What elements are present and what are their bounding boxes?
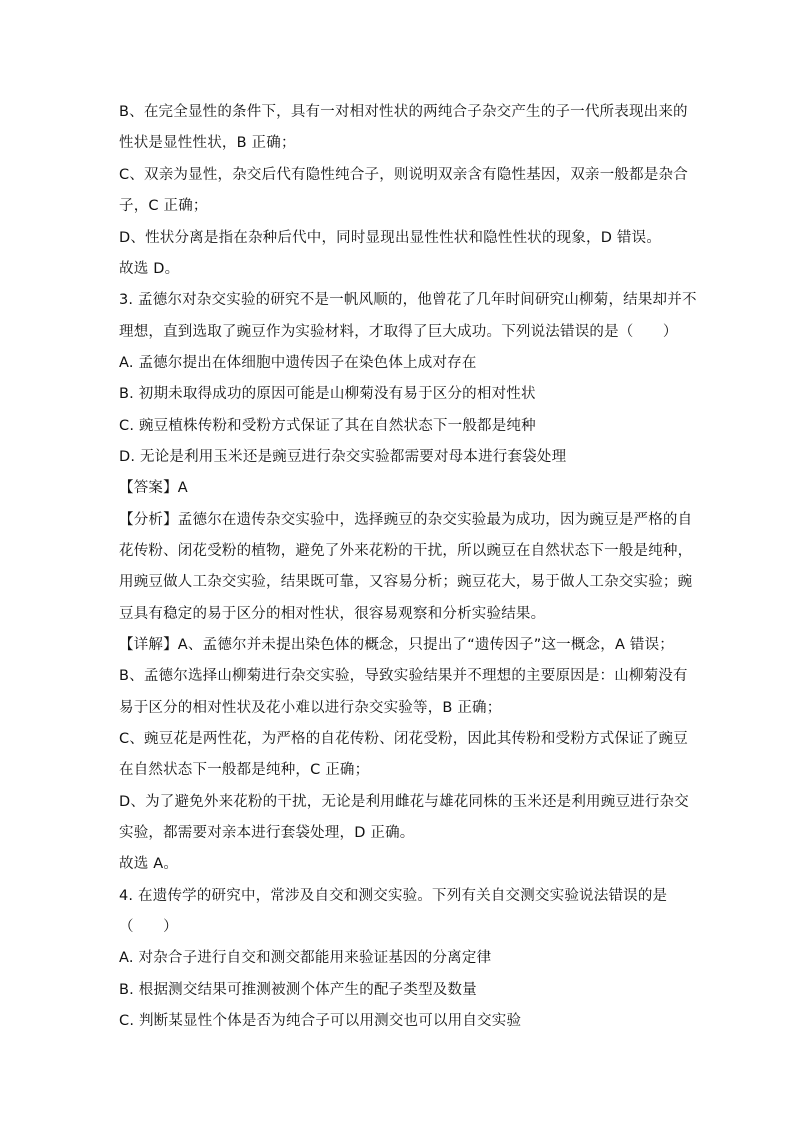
question-3-stem: 理想，直到选取了豌豆作为实验材料，才取得了巨大成功。下列说法错误的是（ ） bbox=[119, 324, 678, 340]
question-3-option-b: B. 初期未取得成功的原因可能是山柳菊没有易于区分的相对性状 bbox=[119, 386, 536, 402]
question-3-stem: 3. 孟德尔对杂交实验的研究不是一帆风顺的，他曾花了几年时间研究山柳菊，结果却并不 bbox=[119, 292, 697, 308]
analysis-line: 豆具有稳定的易于区分的相对性状，很容易观察和分析实验结果。 bbox=[119, 606, 546, 622]
question-3-option-d: D. 无论是利用玉米还是豌豆进行杂交实验都需要对母本进行套袋处理 bbox=[119, 449, 567, 465]
analysis-line: 用豌豆做人工杂交实验，结果既可靠，又容易分析；豌豆花大，易于做人工杂交实验；豌 bbox=[119, 574, 693, 590]
detail-line: B、孟德尔选择山柳菊进行杂交实验，导致实验结果并不理想的主要原因是：山柳菊没有 bbox=[119, 668, 688, 684]
detail-line: 【详解】A、孟德尔并未提出染色体的概念，只提出了“遗传因子”这一概念，A 错误； bbox=[119, 637, 674, 653]
detail-line: 实验，都需要对亲本进行套袋处理，D 正确。 bbox=[119, 825, 415, 841]
answer-line: 【答案】A bbox=[119, 480, 188, 496]
question-3-option-c: C. 豌豆植株传粉和受粉方式保证了其在自然状态下一般都是纯种 bbox=[119, 418, 536, 434]
question-4-stem: 4. 在遗传学的研究中，常涉及自交和测交实验。下列有关自交测交实验说法错误的是 bbox=[119, 888, 668, 904]
question-4-option-b: B. 根据测交结果可推测被测个体产生的配子类型及数量 bbox=[119, 982, 477, 998]
question-4-option-c: C. 判断某显性个体是否为纯合子可以用测交也可以用自交实验 bbox=[119, 1013, 522, 1029]
detail-line: D、为了避免外来花粉的干扰，无论是利用雌花与雄花同株的玉米还是利用豌豆进行杂交 bbox=[119, 794, 689, 810]
detail-line: C、豌豆花是两性花，为严格的自花传粉、闭花受粉，因此其传粉和受粉方式保证了豌豆 bbox=[119, 731, 688, 747]
detail-line: 易于区分的相对性状及花小难以进行杂交实验等，B 正确； bbox=[119, 700, 502, 716]
detail-line: 在自然状态下一般都是纯种，C 正确； bbox=[119, 762, 370, 778]
text-line: 子，C 正确； bbox=[119, 198, 208, 214]
conclusion-line: 故选 A。 bbox=[119, 856, 179, 872]
text-line: 性状是显性性状，B 正确； bbox=[119, 135, 296, 151]
question-4-option-a: A. 对杂合子进行自交和测交都能用来验证基因的分离定律 bbox=[119, 950, 492, 966]
analysis-line: 花传粉、闭花受粉的植物，避免了外来花粉的干扰，所以豌豆在自然状态下一般是纯种， bbox=[119, 543, 693, 559]
text-line: 故选 D。 bbox=[119, 261, 180, 277]
question-4-stem: （ ） bbox=[119, 919, 178, 935]
text-line: B、在完全显性的条件下，具有一对相对性状的两纯合子杂交产生的子一代所表现出来的 bbox=[119, 104, 688, 120]
text-line: D、性状分离是指在杂种后代中，同时显现出显性性状和隐性性状的现象，D 错误。 bbox=[119, 230, 662, 246]
analysis-line: 【分析】孟德尔在遗传杂交实验中，选择豌豆的杂交实验最为成功，因为豌豆是严格的自 bbox=[119, 512, 693, 528]
question-3-option-a: A. 孟德尔提出在体细胞中遗传因子在染色体上成对存在 bbox=[119, 355, 477, 371]
text-line: C、双亲为显性，杂交后代有隐性纯合子，则说明双亲含有隐性基因，双亲一般都是杂合 bbox=[119, 167, 688, 183]
